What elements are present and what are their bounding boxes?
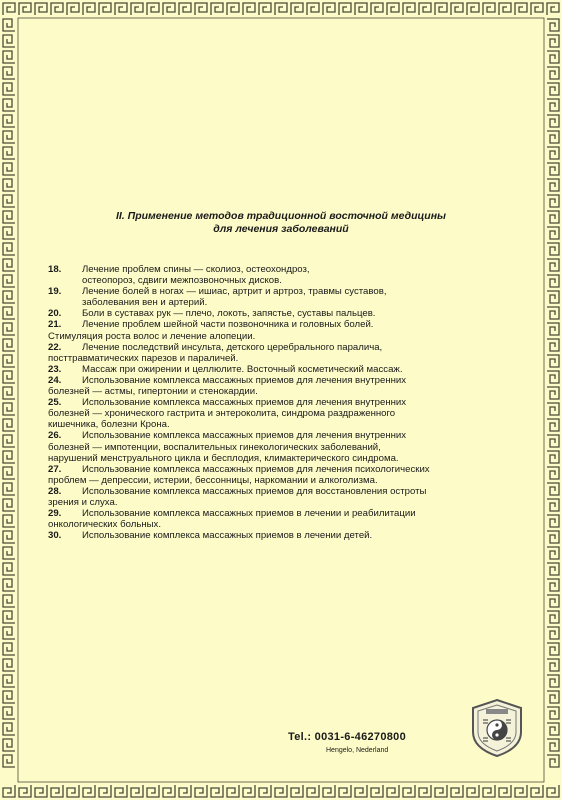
list-item-continuation bbox=[48, 475, 488, 486]
list-item-number: 26. bbox=[48, 430, 62, 442]
clinic-emblem-icon bbox=[469, 698, 525, 758]
list-item-text: посттравматических парезов и параличей. bbox=[48, 352, 239, 364]
list-item-first-line bbox=[48, 530, 488, 541]
list-item-text: Стимуляция роста волос и лечение алопеции. bbox=[48, 330, 256, 342]
list-item-continuation bbox=[48, 386, 488, 397]
list-item-continuation bbox=[48, 275, 488, 286]
section-heading bbox=[40, 210, 522, 236]
list-item bbox=[48, 430, 488, 463]
list-item-number: 23. bbox=[48, 363, 62, 375]
list-item-first-line bbox=[48, 486, 488, 497]
list-item-first-line bbox=[48, 264, 488, 275]
list-item-first-line bbox=[48, 464, 488, 475]
list-item-number: 24. bbox=[48, 374, 62, 386]
list-item-number: 28. bbox=[48, 485, 62, 497]
list-item-number: 22. bbox=[48, 341, 62, 353]
list-item-first-line bbox=[48, 508, 488, 519]
list-item-text: болезней — хронического гастрита и энтероколита, синдрома раздраженного bbox=[48, 408, 396, 420]
list-item-text: Лечение проблем спины — сколиоз, остеохондроз, bbox=[82, 264, 310, 275]
phone-number: Tel.: 0031-6-46270800 bbox=[288, 731, 407, 743]
list-item-text: Использование комплекса массажных приемов для восстановления остроты bbox=[82, 485, 427, 497]
list-item-text: заболевания вен и артерий. bbox=[82, 297, 208, 309]
list-item bbox=[48, 264, 488, 286]
list-item-text: Использование комплекса массажных приемов в лечении и реабилитации bbox=[82, 508, 416, 520]
list-item-text: Массаж при ожирении и целлюлите. Восточный косметический массаж. bbox=[82, 363, 403, 375]
list-item-continuation bbox=[48, 408, 488, 419]
contact-block bbox=[288, 731, 448, 754]
list-item-first-line bbox=[48, 364, 488, 375]
list-item bbox=[48, 486, 488, 508]
list-item-text: Использование комплекса массажных приемов для лечения внутренних bbox=[82, 374, 407, 386]
list-item-text: Использование комплекса массажных приемов для лечения внутренних bbox=[82, 430, 407, 442]
list-item-text: Использование комплекса массажных приемов для лечения внутренних bbox=[82, 397, 407, 409]
location: Hengelo, Nederland bbox=[326, 747, 389, 754]
list-item-first-line bbox=[48, 342, 488, 353]
list-item-continuation bbox=[48, 497, 488, 508]
list-item-continuation bbox=[48, 331, 488, 342]
list-item bbox=[48, 530, 488, 541]
list-item-text: кишечника, болезни Крона. bbox=[48, 419, 170, 431]
list-item-text: Лечение проблем шейной части позвоночника и головных болей. bbox=[82, 319, 374, 331]
list-item-text: болезней — импотенции, воспалительных гинекологических заболеваний, bbox=[48, 441, 381, 453]
list-item-first-line bbox=[48, 286, 488, 297]
list-item bbox=[48, 319, 488, 341]
list-item-first-line bbox=[48, 375, 488, 386]
section-title-line-2: для лечения заболеваний bbox=[213, 223, 349, 235]
section-title-line-1: II. Применение методов традиционной восточной медицины bbox=[115, 210, 447, 222]
list-item-number: 20. bbox=[48, 308, 62, 320]
list-item-number: 25. bbox=[48, 397, 62, 409]
list-item-text: онкологических больных. bbox=[48, 519, 161, 531]
list-item-text: болезней — астмы, гипертонии и стенокардии. bbox=[48, 386, 258, 398]
list-item-first-line bbox=[48, 308, 488, 319]
list-item bbox=[48, 308, 488, 319]
list-item-text: проблем — депрессии, истерии, бессонницы, наркомании и алкоголизма. bbox=[48, 474, 378, 486]
list-item-number: 21. bbox=[48, 319, 62, 331]
list-item bbox=[48, 508, 488, 530]
list-item-number: 30. bbox=[48, 530, 62, 542]
list-item-continuation bbox=[48, 442, 488, 453]
list-item-continuation bbox=[48, 297, 488, 308]
list-item-continuation bbox=[48, 519, 488, 530]
list-item-first-line bbox=[48, 319, 488, 330]
treatment-list bbox=[48, 264, 488, 541]
list-item-number: 19. bbox=[48, 286, 62, 298]
list-item-text: Использование комплекса массажных приемов для лечения психологических bbox=[82, 463, 430, 475]
list-item-number: 29. bbox=[48, 508, 62, 520]
list-item-text: нарушений менструального цикла и бесплодия, климактерического синдрома. bbox=[48, 452, 399, 464]
list-item-continuation bbox=[48, 419, 488, 430]
list-item-continuation bbox=[48, 453, 488, 464]
list-item bbox=[48, 397, 488, 430]
list-item-text: Боли в суставах рук — плечо, локоть, запястье, суставы пальцев. bbox=[82, 308, 376, 320]
list-item-number: 27. bbox=[48, 463, 62, 475]
list-item-number: 18. bbox=[48, 264, 62, 275]
list-item-text: Лечение болей в ногах — ишиас, артрит и артроз, травмы суставов, bbox=[82, 286, 387, 298]
list-item bbox=[48, 364, 488, 375]
list-item-text: остеопороз, сдвиги межпозвоночных дисков. bbox=[82, 275, 282, 287]
list-item-text: зрения и слуха. bbox=[48, 496, 118, 508]
list-item-first-line bbox=[48, 430, 488, 441]
list-item-first-line bbox=[48, 397, 488, 408]
list-item bbox=[48, 286, 488, 308]
list-item-text: Использование комплекса массажных приемов в лечении детей. bbox=[82, 530, 373, 542]
list-item bbox=[48, 464, 488, 486]
list-item bbox=[48, 342, 488, 364]
list-item-text: Лечение последствий инсульта, детского церебрального паралича, bbox=[82, 341, 383, 353]
list-item bbox=[48, 375, 488, 397]
list-item-continuation bbox=[48, 353, 488, 364]
